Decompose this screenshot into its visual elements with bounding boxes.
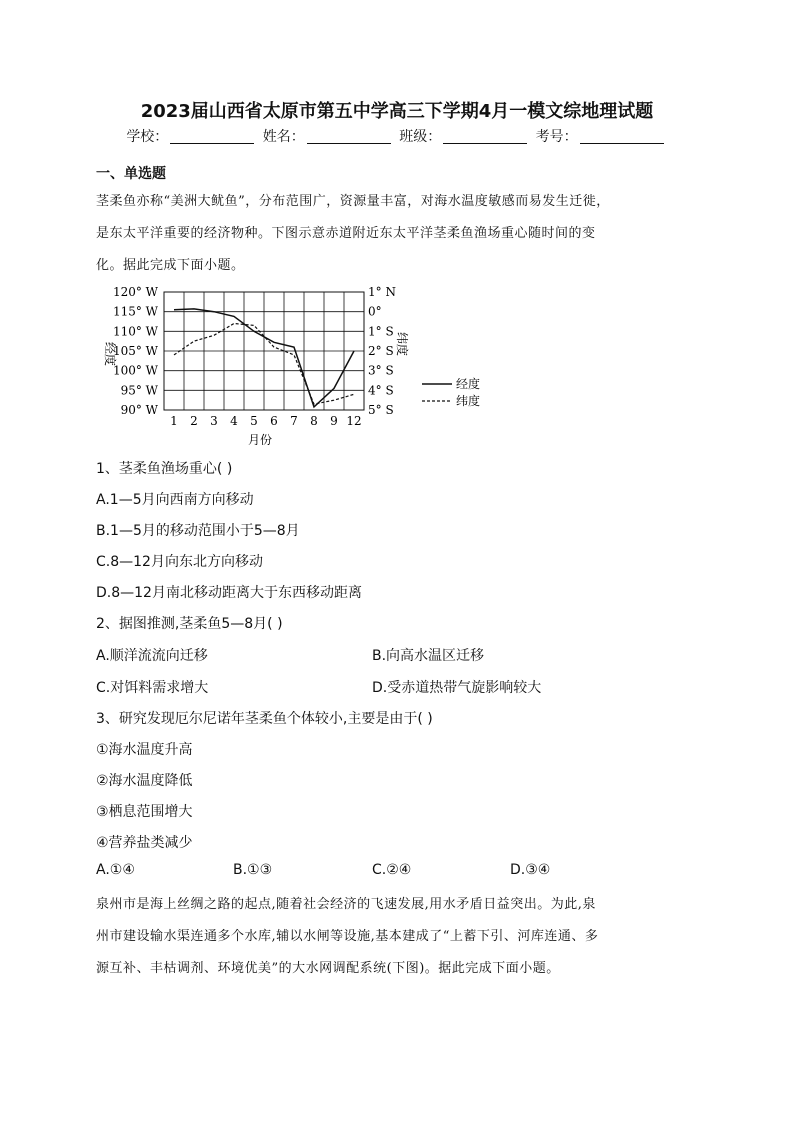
class-field[interactable] (443, 129, 527, 144)
y-left-tick-label: 110° W (112, 324, 158, 339)
x-tick-label: 7 (290, 414, 298, 428)
name-field[interactable] (307, 129, 391, 144)
question-2-stem: 2、据图推测,茎柔鱼5—8月( ) (96, 616, 283, 632)
y-left-tick-label: 100° W (112, 363, 158, 378)
q1-option-a[interactable]: A.1—5月向西南方向移动 (96, 492, 254, 508)
q3-option-c[interactable]: C.②④ (372, 862, 412, 878)
q1-option-b[interactable]: B.1—5月的移动范围小于5—8月 (96, 523, 300, 539)
x-tick-label: 12 (346, 414, 362, 428)
y-right-axis-label: 纬度 (395, 332, 409, 357)
x-axis-ticks (170, 414, 361, 428)
passage-line: 源互补、丰枯调剂、环境优美”的大水网调配系统(下图)。据此完成下面小题。 (96, 961, 560, 976)
q3-option-b[interactable]: B.①③ (233, 862, 273, 878)
exam-number-field[interactable] (580, 129, 664, 144)
q1-option-c[interactable]: C.8—12月向东北方向移动 (96, 554, 263, 570)
y-right-tick-label: 1° S (368, 324, 394, 339)
legend-longitude: 经度 (456, 377, 481, 391)
q1-option-d[interactable]: D.8—12月南北移动距离大于东西移动距离 (96, 585, 362, 601)
y-left-tick-label: 90° W (120, 403, 158, 417)
x-tick-label: 8 (310, 414, 318, 428)
y-right-tick-label: 4° S (368, 383, 394, 398)
q3-item-3: ③栖息范围增大 (96, 804, 193, 820)
passage-1 (96, 186, 698, 282)
y-left-tick-label: 120° W (112, 285, 158, 299)
q2-option-a[interactable]: A.顺洋流流向迁移 (96, 648, 208, 664)
y-left-tick-label: 105° W (112, 344, 158, 358)
x-tick-label: 5 (250, 414, 258, 428)
fishery-center-chart (92, 280, 512, 450)
x-tick-label: 1 (170, 414, 178, 428)
q3-option-a[interactable]: A.①④ (96, 862, 135, 878)
class-label: 班级： (399, 129, 442, 145)
name-label: 姓名： (262, 129, 305, 145)
q3-item-2: ②海水温度降低 (96, 773, 193, 789)
question-1-stem: 1、茎柔鱼渔场重心( ) (96, 461, 233, 477)
chart-legend (422, 376, 480, 408)
student-info-row (0, 126, 794, 146)
x-tick-label: 6 (270, 414, 278, 428)
section-title: 一、单选题 (96, 166, 166, 182)
y-right-tick-label: 1° N (368, 285, 396, 299)
passage-line: 茎柔鱼亦称“美洲大鱿鱼”，分布范围广，资源量丰富，对海水温度敏感而易发生迁徙， (96, 194, 610, 209)
x-tick-label: 4 (230, 414, 238, 428)
q3-item-1: ①海水温度升高 (96, 742, 193, 758)
question-3-stem: 3、研究发现厄尔尼诺年茎柔鱼个体较小,主要是由于( ) (96, 711, 433, 727)
y-right-tick-label: 5° S (368, 403, 394, 417)
right-axis-ticks (368, 285, 396, 417)
x-tick-label: 9 (330, 414, 338, 428)
x-tick-label: 3 (210, 414, 218, 428)
q2-option-c[interactable]: C.对饵料需求增大 (96, 680, 209, 696)
passage-line: 化。据此完成下面小题。 (96, 258, 245, 273)
x-tick-label: 2 (190, 414, 198, 428)
school-label: 学校： (126, 129, 169, 145)
y-left-tick-label: 95° W (120, 383, 158, 398)
y-right-tick-label: 0° (368, 304, 382, 319)
y-left-tick-label: 115° W (112, 304, 158, 319)
x-axis-label: 月份 (247, 433, 273, 447)
q3-option-d[interactable]: D.③④ (510, 862, 551, 878)
school-field[interactable] (170, 129, 254, 144)
passage-2 (96, 889, 698, 985)
q3-item-4: ④营养盐类减少 (96, 835, 193, 851)
exam-title: 2023届山西省太原市第五中学高三下学期4月一模文综地理试题 (140, 101, 654, 122)
chart-grid (164, 292, 364, 410)
left-axis-ticks (113, 285, 159, 417)
legend-latitude: 纬度 (456, 394, 481, 408)
y-right-tick-label: 2° S (368, 344, 394, 358)
passage-line: 州市建设输水渠连通多个水库,辅以水闸等设施,基本建成了“上蓄下引、河库连通、多 (96, 929, 599, 944)
passage-line: 泉州市是海上丝绸之路的起点,随着社会经济的飞速发展,用水矛盾日益突出。为此,泉 (96, 897, 596, 912)
q2-option-b[interactable]: B.向高水温区迁移 (372, 648, 485, 664)
y-right-tick-label: 3° S (368, 363, 394, 378)
y-left-axis-label: 经度 (103, 342, 117, 367)
exam-number-label: 考号： (535, 129, 578, 145)
passage-line: 是东太平洋重要的经济物种。下图示意赤道附近东太平洋茎柔鱼渔场重心随时间的变 (96, 226, 596, 241)
q2-option-d[interactable]: D.受赤道热带气旋影响较大 (372, 680, 542, 696)
